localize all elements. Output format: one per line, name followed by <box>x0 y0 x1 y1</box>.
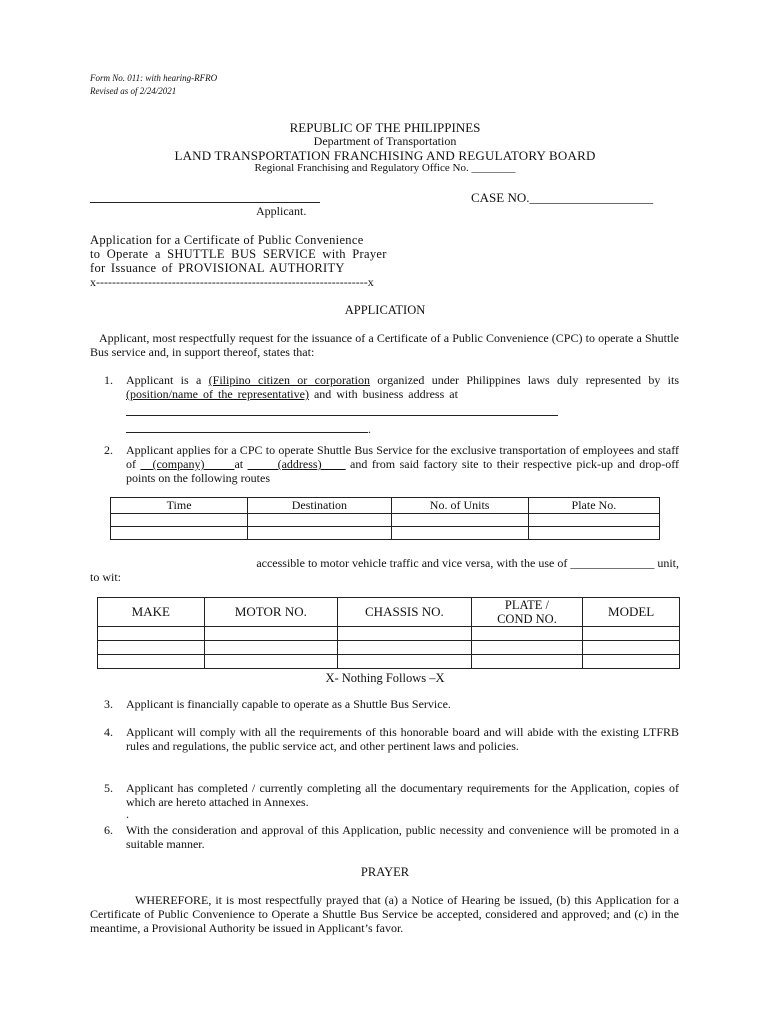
representative-field[interactable]: (position/name of the representative) <box>126 387 309 401</box>
item-6 <box>90 823 679 851</box>
applicant-name-field[interactable] <box>90 188 320 203</box>
item-1 <box>90 373 679 436</box>
route-cell[interactable] <box>391 527 528 540</box>
item-2-text-a: Applicant applies for a CPC to operate Shuttle Bus Service for the exclusive transportation of employees and staff of <box>126 443 679 471</box>
route-cell[interactable] <box>528 514 659 527</box>
vehicle-cell[interactable] <box>471 655 583 669</box>
address-field[interactable]: _____(address)____ <box>247 457 346 471</box>
item-2-number: 2. <box>104 443 113 457</box>
caption-line-2: to Operate a SHUTTLE BUS SERVICE with Prayer <box>90 247 387 261</box>
vehicle-cell[interactable] <box>583 627 680 641</box>
vehicle-cell[interactable] <box>471 627 583 641</box>
item-3 <box>90 697 679 711</box>
business-address-field-2[interactable] <box>126 420 679 436</box>
vehicle-row <box>98 655 680 669</box>
item-5-dot: . <box>126 807 129 821</box>
caption-line-1: Application for a Certificate of Public Convenience <box>90 233 364 247</box>
route-cell[interactable] <box>111 527 248 540</box>
case-number-field[interactable]: CASE NO.___________________ <box>471 190 654 205</box>
department-heading: Department of Transportation <box>313 134 457 148</box>
route-row <box>111 527 660 540</box>
item-1-text-c: and with business address at <box>308 387 458 401</box>
item-4-text: Applicant will comply with all the requirements of this honorable board and will abide with the existing LTFRB rules and regulations, the public service act, and other pertinent laws and policies. <box>126 725 679 753</box>
case-caption <box>90 233 387 275</box>
vehicle-cell[interactable] <box>338 627 472 641</box>
nothing-follows: X- Nothing Follows –X <box>325 671 445 685</box>
item-3-number: 3. <box>104 697 113 711</box>
caption-separator: x--------------------------------------------------------------------x <box>90 275 374 289</box>
revision-date: Revised as of 2/24/2021 <box>90 86 177 96</box>
citizenship-field[interactable]: (Filipino citizen or corporation <box>208 373 370 387</box>
item-6-number: 6. <box>104 823 113 837</box>
company-field[interactable]: __(company)_____ <box>140 457 235 471</box>
item-2-text-c: and from said factory site to their respective pick-up and drop-off points on the following routes <box>126 457 679 485</box>
item-5-text: Applicant has completed / currently completing all the documentary requirements for the Application, copies of which are hereto attached in Annexes. <box>126 781 679 809</box>
route-cell[interactable] <box>248 527 391 540</box>
item-3-text: Applicant is financially capable to operate as a Shuttle Bus Service. <box>126 697 451 711</box>
route-col-destination: Destination <box>248 498 391 514</box>
vehicle-cell[interactable] <box>204 627 338 641</box>
item-5 <box>90 781 679 819</box>
vehicle-cell[interactable] <box>338 655 472 669</box>
route-cell[interactable] <box>248 514 391 527</box>
republic-heading: REPUBLIC OF THE PHILIPPINES <box>289 120 481 135</box>
vehicle-col-plate: PLATE / COND NO. <box>471 598 583 627</box>
prayer-text: WHEREFORE, it is most respectfully prayed that (a) a Notice of Hearing be issued, (b) this Application for a Certificate of Public Convenience to Operate a Shuttle Bus Service be accepted, considered and approved; and (c) in the meantime, a Provisional Authority be issued in Applicant’s favor. <box>90 893 679 935</box>
route-row <box>111 514 660 527</box>
item-2 <box>90 443 679 485</box>
vehicle-cell[interactable] <box>204 655 338 669</box>
form-number: Form No. 011: with hearing-RFRO <box>90 73 218 83</box>
caption-line-3: for Issuance of PROVISIONAL AUTHORITY <box>90 261 345 275</box>
vehicle-cell[interactable] <box>98 627 205 641</box>
vehicle-cell[interactable] <box>204 641 338 655</box>
route-col-plate: Plate No. <box>528 498 659 514</box>
route-col-time: Time <box>111 498 248 514</box>
prayer-title: PRAYER <box>360 865 410 879</box>
item-1-period: . <box>368 422 371 436</box>
route-table <box>110 497 660 540</box>
item-6-text: With the consideration and approval of this Application, public necessity and convenience will be promoted in a suitable manner. <box>126 823 679 851</box>
vehicle-row <box>98 627 680 641</box>
vehicle-col-model: MODEL <box>583 598 680 627</box>
form-number-block <box>90 72 217 98</box>
regional-office-heading: Regional Franchising and Regulatory Office No. ________ <box>254 162 516 174</box>
route-col-units: No. of Units <box>391 498 528 514</box>
accessible-statement: accessible to motor vehicle traffic and vice versa, with the use of ______________ unit, <box>256 556 679 570</box>
route-cell[interactable] <box>111 514 248 527</box>
route-cell[interactable] <box>528 527 659 540</box>
item-1-text-a: Applicant is a <box>126 373 209 387</box>
vehicle-cell[interactable] <box>98 655 205 669</box>
application-intro: Applicant, most respectfully request for the issuance of a Certificate of a Public Convenience (CPC) to operate a Shuttle Bus service and, in support thereof, states that: <box>90 331 679 359</box>
vehicle-col-chassis: CHASSIS NO. <box>338 598 472 627</box>
vehicle-cell[interactable] <box>98 641 205 655</box>
applicant-label: Applicant. <box>256 204 307 218</box>
vehicle-cell[interactable] <box>471 641 583 655</box>
item-4 <box>90 725 679 753</box>
board-heading: LAND TRANSPORTATION FRANCHISING AND REGULATORY BOARD <box>174 148 596 163</box>
route-cell[interactable] <box>391 514 528 527</box>
vehicle-cell[interactable] <box>583 655 680 669</box>
vehicle-cell[interactable] <box>583 641 680 655</box>
application-title: APPLICATION <box>344 303 426 317</box>
vehicle-col-make: MAKE <box>98 598 205 627</box>
item-1-text-b: organized under Philippines laws duly represented by its <box>369 373 680 387</box>
item-2-text-b: at <box>234 457 248 471</box>
item-4-number: 4. <box>104 725 113 739</box>
vehicle-row <box>98 641 680 655</box>
vehicle-col-motor: MOTOR NO. <box>204 598 338 627</box>
item-5-number: 5. <box>104 781 113 795</box>
business-address-field[interactable] <box>126 403 679 419</box>
vehicle-cell[interactable] <box>338 641 472 655</box>
item-1-number: 1. <box>104 373 113 387</box>
vehicle-table <box>97 597 680 669</box>
to-wit: to wit: <box>90 570 122 584</box>
